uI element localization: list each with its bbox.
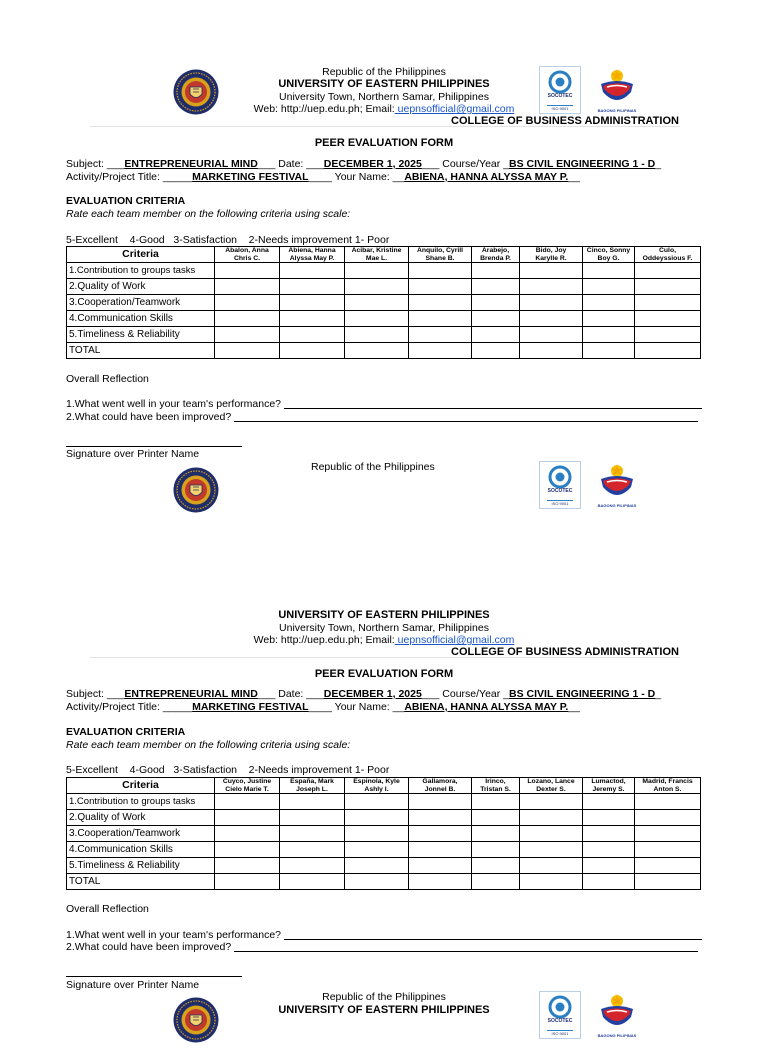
uep-seal-icon	[173, 67, 219, 117]
activity-row: Activity/Project Title: _____MARKETING FESTIVAL____ Your Name: __ABIENA, HANNA ALYSSA MAY P.__	[66, 701, 580, 713]
rating-cell[interactable]	[635, 311, 701, 327]
bagong-pilipinas-icon	[595, 463, 639, 503]
rating-cell[interactable]	[280, 311, 345, 327]
table-row	[67, 858, 701, 874]
q2-text: 2.What could have been improved?	[66, 411, 232, 423]
scale-text: 5-Excellent 4-Good 3-Satisfaction 2-Needs improvement 1- Poor	[66, 234, 390, 246]
criteria-label: TOTAL	[67, 874, 215, 890]
member-name-line: Cinco, Sonny	[586, 247, 631, 254]
socotec-logo	[539, 66, 581, 114]
socotec-logo	[539, 461, 581, 509]
rating-cell[interactable]	[215, 858, 280, 874]
rating-cell[interactable]	[520, 858, 583, 874]
name-label: Your Name:	[334, 171, 390, 183]
socotec-logo	[539, 991, 581, 1039]
subject-value[interactable]: ENTREPRENEURIAL MIND	[124, 688, 258, 700]
university-name-next: UNIVERSITY OF EASTERN PHILIPPINES	[278, 1004, 490, 1016]
rating-cell[interactable]	[472, 794, 520, 810]
rating-cell[interactable]	[409, 343, 472, 359]
rating-cell[interactable]	[409, 810, 472, 826]
table-row	[67, 343, 701, 359]
member-column-header	[583, 778, 635, 794]
iso-label: ISO 9001	[551, 1031, 569, 1036]
member-column-header	[409, 778, 472, 794]
activity-row: Activity/Project Title: _____MARKETING FESTIVAL____ Your Name: __ABIENA, HANNA ALYSSA MAY P.__	[66, 171, 580, 183]
member-name-line: Boy G.	[597, 254, 620, 262]
member-name-line: España, Mark	[290, 778, 334, 785]
university-address: University Town, Northern Samar, Philippines	[279, 622, 489, 634]
reflection-q1	[66, 398, 702, 410]
evaluation-table	[66, 246, 701, 359]
name-value[interactable]: ABIENA, HANNA ALYSSA MAY P.	[404, 171, 569, 183]
table-header-row	[67, 247, 701, 263]
rating-cell[interactable]	[409, 842, 472, 858]
rating-cell[interactable]	[520, 279, 583, 295]
rating-cell[interactable]	[583, 874, 635, 890]
rating-cell[interactable]	[472, 295, 520, 311]
rating-cell[interactable]	[583, 263, 635, 279]
scale-text: 5-Excellent 4-Good 3-Satisfaction 2-Needs improvement 1- Poor	[66, 764, 390, 776]
signature-line[interactable]	[66, 976, 242, 977]
member-column-header	[215, 778, 280, 794]
member-name-line: Cuyco, Justine	[222, 778, 272, 785]
rating-cell[interactable]	[215, 263, 280, 279]
member-column-header	[635, 247, 701, 263]
signature-line[interactable]	[66, 446, 242, 447]
signature-label: Signature over Printer Name	[66, 979, 200, 991]
criteria-label: 3.Cooperation/Teamwork	[67, 295, 215, 311]
rating-cell[interactable]	[409, 858, 472, 874]
member-column-header	[472, 247, 520, 263]
member-name-line: Culo,	[659, 247, 676, 254]
table-row	[67, 794, 701, 810]
criteria-label: 5.Timeliness & Reliability	[67, 858, 215, 874]
rating-cell[interactable]	[345, 794, 409, 810]
web-email-line	[0, 634, 768, 646]
q1-answer-line[interactable]	[284, 929, 702, 940]
rating-cell[interactable]	[520, 794, 583, 810]
activity-label: Activity/Project Title:	[66, 701, 160, 713]
activity-value[interactable]: MARKETING FESTIVAL	[192, 701, 309, 713]
email-link[interactable]: uepnsofficial@gmail.com	[394, 103, 515, 115]
date-label: Date:	[278, 158, 304, 170]
iso-label: ISO 9001	[551, 501, 569, 506]
rating-cell[interactable]	[583, 810, 635, 826]
rating-cell[interactable]	[345, 279, 409, 295]
overall-reflection-label: Overall Reflection	[66, 373, 149, 385]
member-column-header	[280, 247, 345, 263]
table-row	[67, 279, 701, 295]
rating-cell[interactable]	[583, 295, 635, 311]
course-label: Course/Year	[442, 158, 501, 170]
member-column-header	[520, 247, 583, 263]
uep-seal-icon	[173, 995, 219, 1045]
form-title: PEER EVALUATION FORM	[314, 137, 454, 149]
member-name-line: Madrid, Francis	[642, 778, 693, 785]
bagong-pilipinas-label: BAGONG PILIPINAS	[597, 503, 637, 508]
signature-label: Signature over Printer Name	[66, 448, 200, 460]
rating-cell[interactable]	[280, 874, 345, 890]
member-column-header	[409, 247, 472, 263]
criteria-column-header: Criteria	[67, 247, 215, 263]
rating-cell[interactable]	[472, 327, 520, 343]
evaluation-table	[66, 777, 701, 890]
rating-cell[interactable]	[345, 858, 409, 874]
uep-seal-next	[173, 995, 219, 1045]
subject-row: Subject: ___ENTREPRENEURIAL MIND___ Date: ___DECEMBER 1, 2025___ Course/Year _BS CIVIL ENGINEERING 1 - D_	[66, 158, 662, 170]
member-column-header	[280, 778, 345, 794]
criteria-label: 1.Contribution to groups tasks	[67, 263, 215, 279]
member-name-line: Joseph L.	[296, 785, 328, 793]
republic-text-next: Republic of the Philippines	[322, 991, 446, 1003]
q2-answer-line[interactable]	[234, 411, 698, 422]
member-name-line: Acibar, Kristine	[351, 247, 402, 254]
rating-cell[interactable]	[280, 327, 345, 343]
member-column-header	[635, 778, 701, 794]
rating-cell[interactable]	[635, 842, 701, 858]
member-name-line: Espinola, Kyle	[353, 778, 400, 785]
reflection-q2	[66, 941, 698, 953]
email-link[interactable]: uepnsofficial@gmail.com	[394, 634, 515, 646]
rating-cell[interactable]	[280, 826, 345, 842]
rating-cell[interactable]	[345, 295, 409, 311]
rating-cell[interactable]	[345, 327, 409, 343]
web-label: Web: http://uep.edu.ph; Email:	[253, 103, 395, 115]
rating-cell[interactable]	[583, 842, 635, 858]
member-name-line: Shane B.	[425, 254, 455, 262]
member-name-line: Cielo Marie T.	[225, 785, 269, 793]
bagong-pilipinas-icon	[595, 68, 639, 108]
form-title: PEER EVALUATION FORM	[314, 668, 454, 680]
criteria-label: 2.Quality of Work	[67, 279, 215, 295]
member-name-line: Mae L.	[365, 254, 388, 262]
rating-cell[interactable]	[520, 842, 583, 858]
member-name-line: Dexter S.	[536, 785, 566, 793]
member-column-header	[472, 778, 520, 794]
table-row	[67, 263, 701, 279]
member-column-header	[345, 778, 409, 794]
uep-seal-footer	[173, 465, 219, 515]
member-name-line: Brenda P.	[480, 254, 511, 262]
member-name-line: Abalon, Anna	[225, 247, 269, 254]
rating-cell[interactable]	[635, 295, 701, 311]
rating-cell[interactable]	[583, 858, 635, 874]
rating-cell[interactable]	[345, 263, 409, 279]
rating-cell[interactable]	[215, 842, 280, 858]
reflection-q1	[66, 929, 702, 941]
reflection-q2	[66, 411, 698, 423]
name-label: Your Name:	[334, 701, 390, 713]
activity-label: Activity/Project Title:	[66, 171, 160, 183]
rating-cell[interactable]	[280, 295, 345, 311]
web-label: Web: http://uep.edu.ph; Email:	[253, 634, 395, 646]
rating-cell[interactable]	[345, 311, 409, 327]
republic-text: Republic of the Philippines	[322, 66, 446, 78]
bagong-pilipinas-logo	[595, 993, 639, 1039]
rating-cell[interactable]	[472, 826, 520, 842]
rating-cell[interactable]	[215, 343, 280, 359]
member-name-line: Arabejo,	[481, 247, 510, 254]
rating-cell[interactable]	[472, 311, 520, 327]
criteria-label: 4.Communication Skills	[67, 842, 215, 858]
table-row	[67, 874, 701, 890]
member-column-header	[520, 778, 583, 794]
rating-cell[interactable]	[635, 858, 701, 874]
criteria-heading: EVALUATION CRITERIA	[66, 195, 186, 207]
instruction-text: Rate each team member on the following criteria using scale:	[66, 208, 351, 220]
table-row	[67, 842, 701, 858]
q2-text: 2.What could have been improved?	[66, 941, 232, 953]
rating-cell[interactable]	[635, 343, 701, 359]
member-column-header	[345, 247, 409, 263]
rating-cell[interactable]	[520, 327, 583, 343]
rating-cell[interactable]	[635, 826, 701, 842]
rating-cell[interactable]	[520, 874, 583, 890]
member-name-line: Jeremy S.	[592, 785, 625, 793]
rating-cell[interactable]	[472, 874, 520, 890]
member-name-line: Anton S.	[653, 785, 682, 793]
rating-cell[interactable]	[409, 794, 472, 810]
rating-cell[interactable]	[472, 263, 520, 279]
rating-cell[interactable]	[345, 343, 409, 359]
rating-cell[interactable]	[472, 810, 520, 826]
member-name-line: Alyssa May P.	[289, 254, 335, 262]
rating-cell[interactable]	[280, 794, 345, 810]
criteria-label: 3.Cooperation/Teamwork	[67, 826, 215, 842]
rating-cell[interactable]	[472, 343, 520, 359]
member-name-line: Jonnel B.	[424, 785, 456, 793]
rating-cell[interactable]	[215, 279, 280, 295]
rating-cell[interactable]	[215, 794, 280, 810]
rating-cell[interactable]	[635, 327, 701, 343]
rating-cell[interactable]	[215, 295, 280, 311]
college-name: COLLEGE OF BUSINESS ADMINISTRATION	[451, 646, 679, 658]
web-email-line	[0, 103, 768, 115]
bagong-pilipinas-label: BAGONG PILIPINAS	[597, 108, 637, 113]
rating-cell[interactable]	[583, 327, 635, 343]
q1-answer-line[interactable]	[284, 398, 702, 409]
member-column-header	[215, 247, 280, 263]
rating-cell[interactable]	[635, 279, 701, 295]
rating-cell[interactable]	[409, 874, 472, 890]
rating-cell[interactable]	[215, 327, 280, 343]
rating-cell[interactable]	[345, 874, 409, 890]
subject-label: Subject:	[66, 688, 104, 700]
table-row	[67, 311, 701, 327]
q2-answer-line[interactable]	[234, 941, 698, 952]
criteria-label: 1.Contribution to groups tasks	[67, 794, 215, 810]
table-row	[67, 810, 701, 826]
rating-cell[interactable]	[520, 295, 583, 311]
rating-cell[interactable]	[280, 263, 345, 279]
member-name-line: Chris C.	[233, 254, 261, 262]
course-label: Course/Year	[442, 688, 501, 700]
rating-cell[interactable]	[583, 311, 635, 327]
rating-cell[interactable]	[520, 343, 583, 359]
rating-cell[interactable]	[409, 279, 472, 295]
rating-cell[interactable]	[280, 343, 345, 359]
date-value[interactable]: DECEMBER 1, 2025	[323, 158, 422, 170]
table-row	[67, 327, 701, 343]
rating-cell[interactable]	[345, 810, 409, 826]
rating-cell[interactable]	[583, 279, 635, 295]
course-value[interactable]: BS CIVIL ENGINEERING 1 - D	[509, 158, 656, 170]
table-row	[67, 295, 701, 311]
member-name-line: Oddeyssious F.	[642, 254, 693, 262]
criteria-column-header: Criteria	[67, 778, 215, 794]
rating-cell[interactable]	[215, 311, 280, 327]
college-name: COLLEGE OF BUSINESS ADMINISTRATION	[451, 115, 679, 127]
university-name: UNIVERSITY OF EASTERN PHILIPPINES	[278, 78, 490, 90]
instruction-text: Rate each team member on the following criteria using scale:	[66, 739, 351, 751]
rating-cell[interactable]	[409, 327, 472, 343]
rating-cell[interactable]	[635, 263, 701, 279]
table-row	[67, 826, 701, 842]
rating-cell[interactable]	[583, 343, 635, 359]
rating-cell[interactable]	[409, 295, 472, 311]
bagong-pilipinas-logo	[595, 463, 639, 509]
activity-value[interactable]: MARKETING FESTIVAL	[192, 171, 309, 183]
rating-cell[interactable]	[472, 279, 520, 295]
bagong-pilipinas-icon	[595, 993, 639, 1033]
socotec-label: SOCOTEC	[547, 488, 573, 494]
subject-value[interactable]: ENTREPRENEURIAL MIND	[124, 158, 258, 170]
rating-cell[interactable]	[635, 794, 701, 810]
rating-cell[interactable]	[520, 810, 583, 826]
uep-seal	[173, 67, 219, 117]
name-value[interactable]: ABIENA, HANNA ALYSSA MAY P.	[404, 701, 569, 713]
rating-cell[interactable]	[280, 858, 345, 874]
rating-cell[interactable]	[409, 263, 472, 279]
member-column-header	[583, 247, 635, 263]
member-name-line: Lumactod,	[591, 778, 626, 785]
rating-cell[interactable]	[635, 874, 701, 890]
criteria-label: 4.Communication Skills	[67, 311, 215, 327]
iso-label: ISO 9001	[551, 106, 569, 111]
table-header-row	[67, 778, 701, 794]
university-address: University Town, Northern Samar, Philippines	[279, 91, 489, 103]
subject-label: Subject:	[66, 158, 104, 170]
rating-cell[interactable]	[345, 842, 409, 858]
member-name-line: Bido, Joy	[535, 247, 567, 254]
subject-row: Subject: ___ENTREPRENEURIAL MIND___ Date: ___DECEMBER 1, 2025___ Course/Year _BS CIVIL ENGINEERING 1 - D_	[66, 688, 662, 700]
date-value[interactable]: DECEMBER 1, 2025	[323, 688, 422, 700]
member-name-line: Lozano, Lance	[527, 778, 575, 785]
course-value[interactable]: BS CIVIL ENGINEERING 1 - D	[509, 688, 656, 700]
q1-text: 1.What went well in your team's performance?	[66, 929, 282, 941]
rating-cell[interactable]	[215, 810, 280, 826]
overall-reflection-label: Overall Reflection	[66, 903, 149, 915]
rating-cell[interactable]	[583, 794, 635, 810]
rating-cell[interactable]	[520, 263, 583, 279]
university-name: UNIVERSITY OF EASTERN PHILIPPINES	[278, 609, 490, 621]
rating-cell[interactable]	[409, 826, 472, 842]
rating-cell[interactable]	[280, 842, 345, 858]
rating-cell[interactable]	[635, 810, 701, 826]
rating-cell[interactable]	[215, 874, 280, 890]
rating-cell[interactable]	[472, 858, 520, 874]
rating-cell[interactable]	[583, 826, 635, 842]
criteria-label: TOTAL	[67, 343, 215, 359]
rating-cell[interactable]	[345, 826, 409, 842]
member-name-line: Tristan S.	[480, 785, 511, 793]
member-name-line: Abiena, Hanna	[288, 247, 336, 254]
q1-text: 1.What went well in your team's performance?	[66, 398, 282, 410]
socotec-label: SOCOTEC	[547, 1018, 573, 1024]
date-label: Date:	[278, 688, 304, 700]
bagong-pilipinas-label: BAGONG PILIPINAS	[597, 1033, 637, 1038]
criteria-label: 5.Timeliness & Reliability	[67, 327, 215, 343]
republic-text-footer: Republic of the Philippines	[311, 461, 435, 473]
rating-cell[interactable]	[280, 810, 345, 826]
rating-cell[interactable]	[472, 842, 520, 858]
member-name-line: Karylle R.	[535, 254, 567, 262]
bagong-pilipinas-logo	[595, 68, 639, 114]
member-name-line: Irinco,	[485, 778, 506, 785]
uep-seal-icon	[173, 465, 219, 515]
rating-cell[interactable]	[280, 279, 345, 295]
rating-cell[interactable]	[520, 826, 583, 842]
socotec-label: SOCOTEC	[547, 93, 573, 99]
rating-cell[interactable]	[409, 311, 472, 327]
rating-cell[interactable]	[215, 826, 280, 842]
criteria-label: 2.Quality of Work	[67, 810, 215, 826]
member-name-line: Gallamora,	[422, 778, 458, 785]
criteria-heading: EVALUATION CRITERIA	[66, 726, 186, 738]
rating-cell[interactable]	[520, 311, 583, 327]
member-name-line: Anquilo, Cyrill	[416, 247, 464, 254]
member-name-line: Ashly I.	[364, 785, 389, 793]
